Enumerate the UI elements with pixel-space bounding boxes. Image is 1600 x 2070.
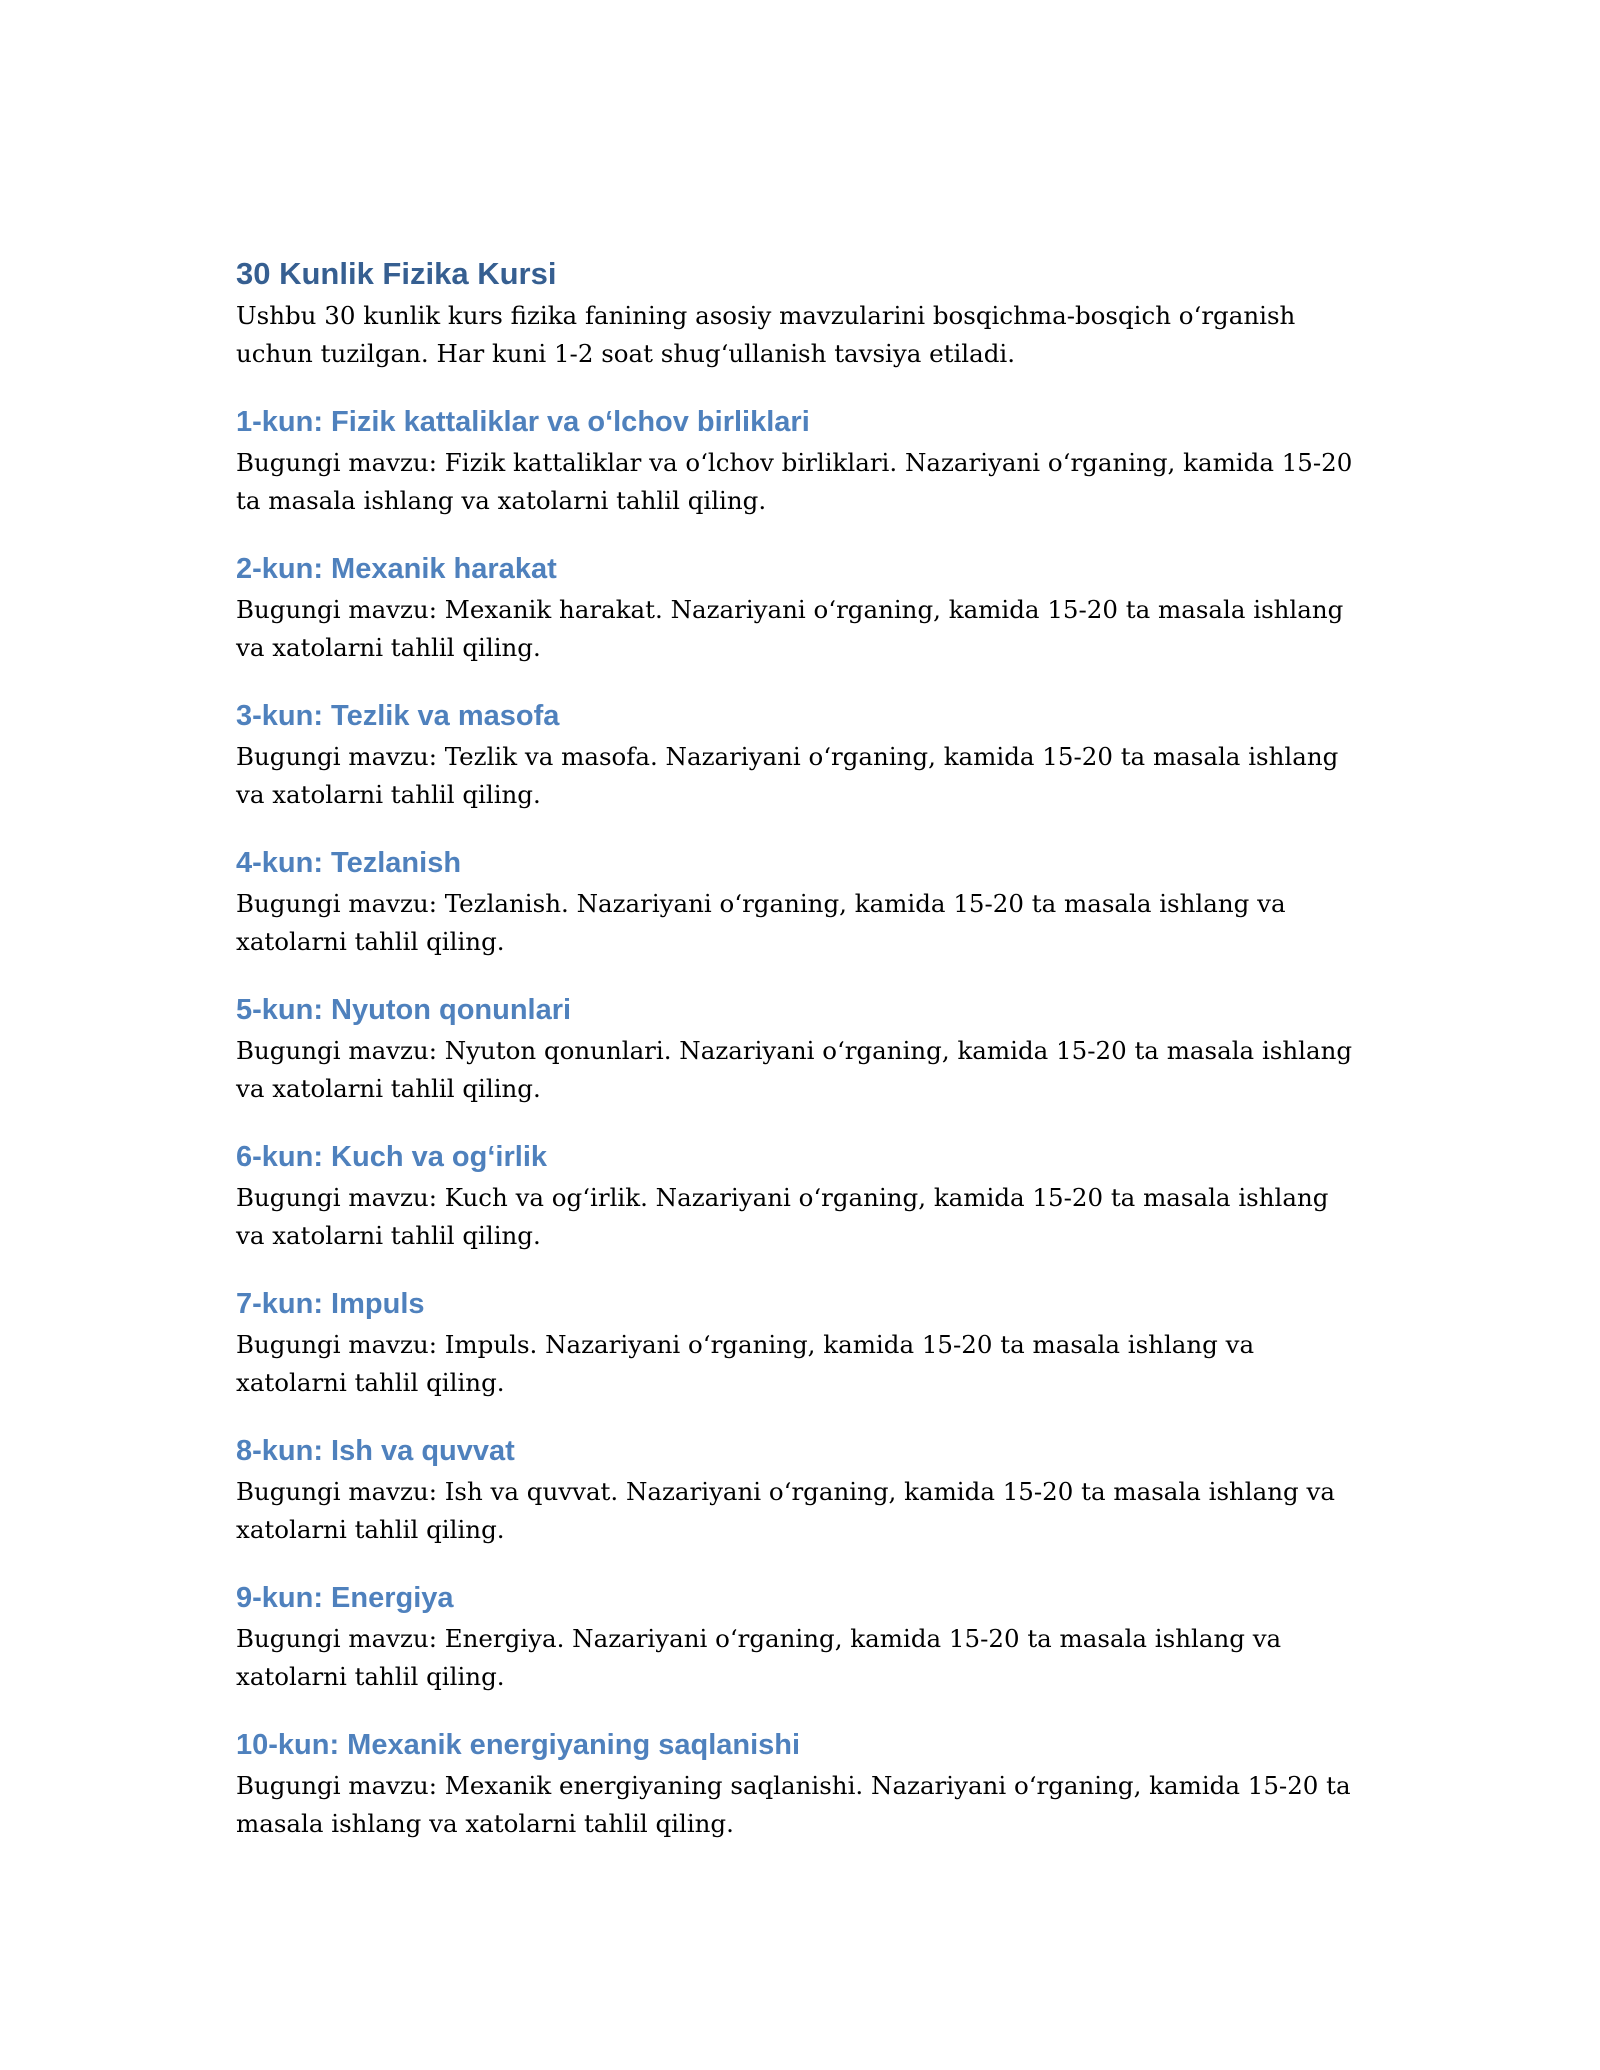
day-section-1 <box>236 402 1360 519</box>
document-title: 30 Kunlik Fizika Kursi <box>236 256 557 291</box>
day-heading: 10-kun: Mexanik energiyaning saqlanishi <box>236 1729 801 1761</box>
day-heading: 9-kun: Energiya <box>236 1582 454 1614</box>
day-heading: 7-kun: Impuls <box>236 1288 425 1320</box>
day-section-6 <box>236 1137 1360 1254</box>
day-heading: 2-kun: Mexanik harakat <box>236 553 557 585</box>
day-description: Bugungi mavzu: Ish va quvvat. Nazariyani o‘rganing, kamida 15-20 ta masala ishlang va xatolarni tahlil qiling. <box>236 1477 1335 1544</box>
day-description: Bugungi mavzu: Mexanik harakat. Nazariyani o‘rganing, kamida 15-20 ta masala ishlang va xatolarni tahlil qiling. <box>236 595 1344 662</box>
day-heading: 8-kun: Ish va quvvat <box>236 1435 515 1467</box>
day-description: Bugungi mavzu: Impuls. Nazariyani o‘rganing, kamida 15-20 ta masala ishlang va xatolarni tahlil qiling. <box>236 1330 1255 1397</box>
day-section-8 <box>236 1431 1360 1548</box>
day-section-9 <box>236 1578 1360 1695</box>
day-heading: 1-kun: Fizik kattaliklar va o‘lchov birliklari <box>236 406 810 438</box>
day-section-5 <box>236 990 1360 1107</box>
day-heading: 5-kun: Nyuton qonunlari <box>236 994 572 1026</box>
day-description: Bugungi mavzu: Tezlanish. Nazariyani o‘rganing, kamida 15-20 ta masala ishlang va xatolarni tahlil qiling. <box>236 889 1286 956</box>
day-description: Bugungi mavzu: Kuch va og‘irlik. Nazariyani o‘rganing, kamida 15-20 ta masala ishlang va xatolarni tahlil qiling. <box>236 1183 1329 1250</box>
document-page <box>236 253 1360 1842</box>
day-section-3 <box>236 696 1360 813</box>
day-heading: 6-kun: Kuch va og‘irlik <box>236 1141 547 1173</box>
day-description: Bugungi mavzu: Tezlik va masofa. Nazariyani o‘rganing, kamida 15-20 ta masala ishlang va xatolarni tahlil qiling. <box>236 742 1339 809</box>
day-description: Bugungi mavzu: Fizik kattaliklar va o‘lchov birliklari. Nazariyani o‘rganing, kamida 15-20 ta masala ishlang va xatolarni tahlil qiling. <box>236 448 1353 515</box>
day-heading: 4-kun: Tezlanish <box>236 847 462 879</box>
day-heading: 3-kun: Tezlik va masofa <box>236 700 560 732</box>
day-description: Bugungi mavzu: Energiya. Nazariyani o‘rganing, kamida 15-20 ta masala ishlang va xatolarni tahlil qiling. <box>236 1624 1282 1691</box>
day-description: Bugungi mavzu: Nyuton qonunlari. Nazariyani o‘rganing, kamida 15-20 ta masala ishlang va xatolarni tahlil qiling. <box>236 1036 1353 1103</box>
day-section-7 <box>236 1284 1360 1401</box>
day-section-2 <box>236 549 1360 666</box>
intro-paragraph: Ushbu 30 kunlik kurs fizika fanining asosiy mavzularini bosqichma-bosqich o‘rganish uchun tuzilgan. Har kuni 1-2 soat shug‘ullanish tavsiya etiladi. <box>236 301 1296 368</box>
day-section-4 <box>236 843 1360 960</box>
day-description: Bugungi mavzu: Mexanik energiyaning saqlanishi. Nazariyani o‘rganing, kamida 15-20 ta masala ishlang va xatolarni tahlil qiling. <box>236 1771 1351 1838</box>
day-section-10 <box>236 1725 1360 1842</box>
